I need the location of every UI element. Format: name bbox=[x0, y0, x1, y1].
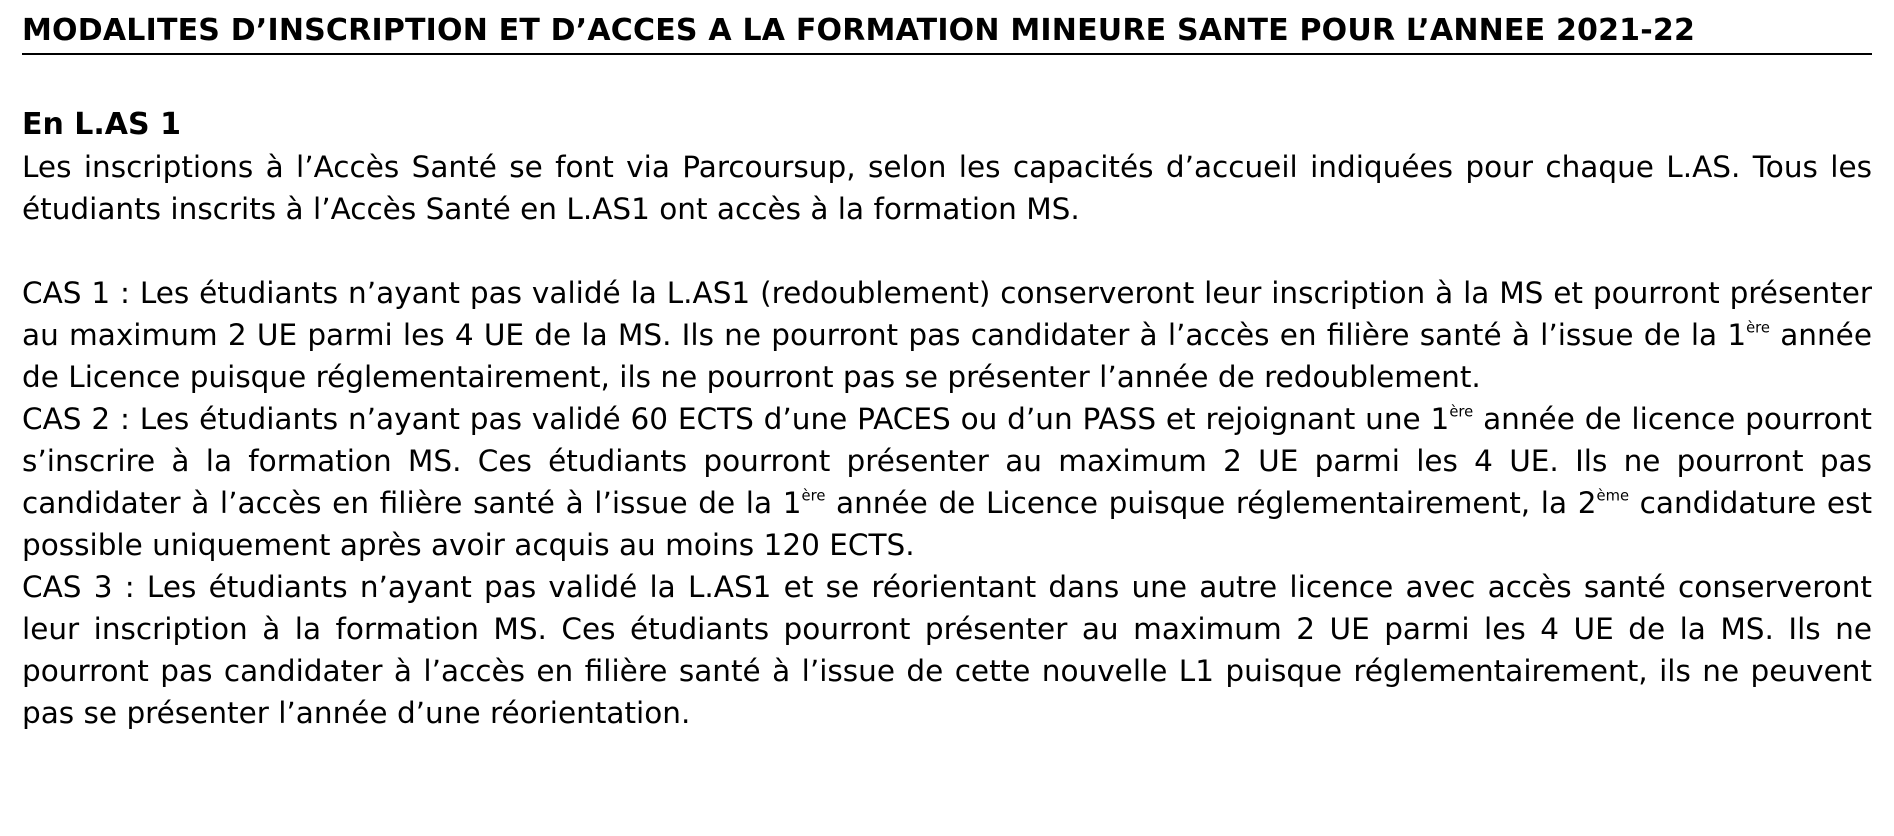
cas-2-text-b: année de licence pourront s’inscrire à la formation MS. Ces étudiants pourront présenter au maximum 2 UE parmi les 4 UE. Ils ne pourront pas candidater à l’accès en filière santé à l’issue de la 1 bbox=[22, 402, 1872, 520]
cas-1-superscript: ère bbox=[1746, 319, 1770, 337]
cas-2-superscript-3: ème bbox=[1596, 487, 1630, 505]
intro-paragraph: Les inscriptions à l’Accès Santé se font via Parcoursup, selon les capacités d’accueil indiquées pour chaque L.AS. Tous les étudiants inscrits à l’Accès Santé en L.AS1 ont accès à la formation MS. bbox=[22, 150, 1872, 226]
cas-1-paragraph bbox=[22, 272, 1872, 398]
cas-1-text-b: année de Licence puisque réglementairement, ils ne pourront pas se présenter l’année de redoublement. bbox=[22, 318, 1872, 394]
section-heading: En L.AS 1 bbox=[22, 107, 181, 142]
cas-2-text-d: candidature est possible uniquement après avoir acquis au moins 120 ECTS. bbox=[22, 486, 1873, 562]
cas-2-paragraph bbox=[22, 398, 1872, 566]
document-page bbox=[22, 10, 1872, 734]
cas-2-superscript-2: ère bbox=[801, 487, 826, 505]
cas-3-paragraph: CAS 3 : Les étudiants n’ayant pas validé la L.AS1 et se réorientant dans une autre licence avec accès santé conserveront leur inscription à la formation MS. Ces étudiants pourront présenter au maximum 2 UE parmi les 4 UE de la MS. Ils ne pourront pas candidater à l’accès en filière santé à l’issue de cette nouvelle L1 puisque réglementairement, ils ne peuvent pas se présenter l’année d’une réorientation. bbox=[22, 570, 1872, 730]
cas-2-text-a: CAS 2 : Les étudiants n’ayant pas validé 60 ECTS d’une PACES ou d’un PASS et rejoignant une 1 bbox=[22, 402, 1450, 436]
cas-2-superscript-1: ère bbox=[1449, 403, 1474, 421]
cas-1-text-a: CAS 1 : Les étudiants n’ayant pas validé la L.AS1 (redoublement) conserveront leur inscription à la MS et pourront présenter au maximum 2 UE parmi les 4 UE de la MS. Ils ne pourront pas candidater à l’accès en filière santé à l’issue de la 1 bbox=[22, 276, 1872, 352]
document-title: MODALITES D’INSCRIPTION ET D’ACCES A LA FORMATION MINEURE SANTE POUR L’ANNEE 2021-22 bbox=[22, 10, 1872, 55]
cas-2-text-c: année de Licence puisque réglementairement, la 2 bbox=[825, 486, 1597, 520]
paragraph-gap bbox=[22, 230, 1872, 272]
